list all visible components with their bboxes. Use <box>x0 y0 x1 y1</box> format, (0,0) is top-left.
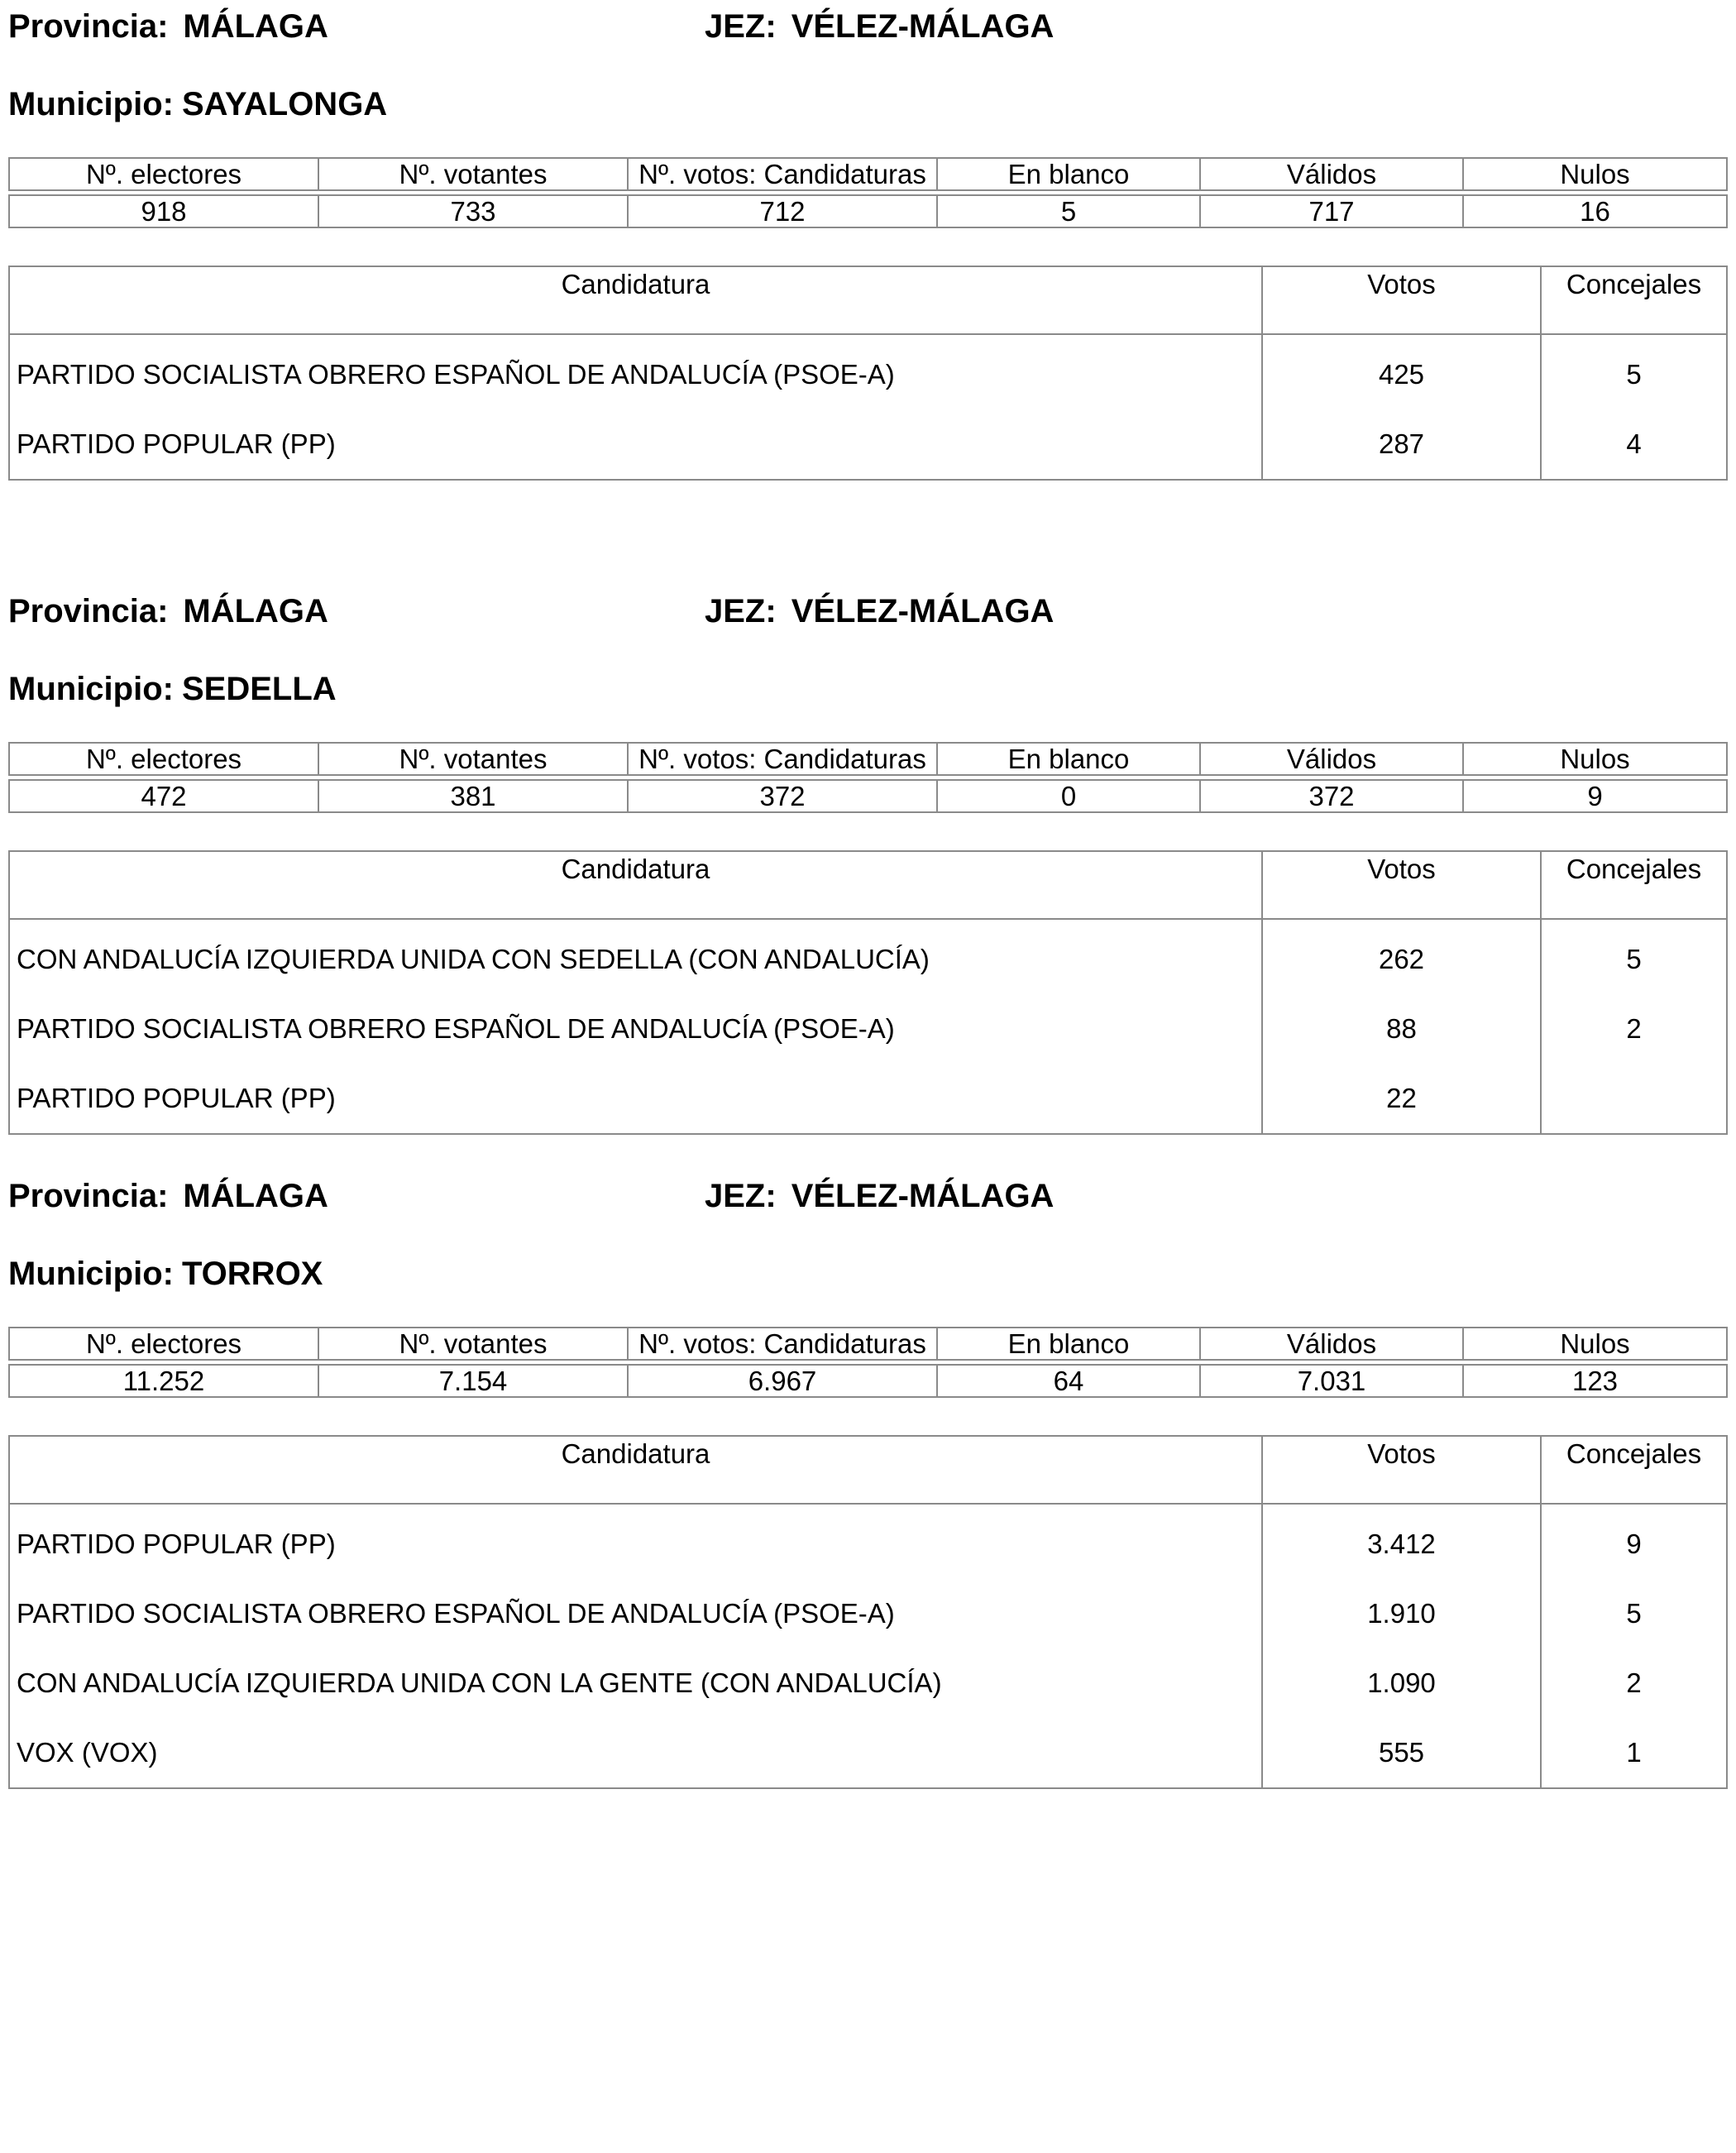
stats-header-cell: Nº. electores <box>9 743 318 775</box>
candidatura-header: Candidatura <box>9 851 1262 919</box>
votos-header: Votos <box>1262 851 1541 919</box>
candidaturas-header-row <box>9 266 1727 334</box>
concejales-value: 5 <box>1541 919 1727 994</box>
stats-value-cell: 717 <box>1200 195 1463 227</box>
candidatura-name: PARTIDO SOCIALISTA OBRERO ESPAÑOL DE ANDALUCÍA (PSOE-A) <box>9 1579 1262 1648</box>
stats-header-cell: Nº. votantes <box>318 158 628 190</box>
concejales-value: 4 <box>1541 409 1727 480</box>
votos-value: 3.412 <box>1262 1504 1541 1579</box>
jez-heading <box>705 591 1054 631</box>
municipio-label: Municipio: <box>8 1256 174 1292</box>
stats-value-cell: 918 <box>9 195 318 227</box>
candidatura-name: PARTIDO POPULAR (PP) <box>9 409 1262 480</box>
votos-value: 1.910 <box>1262 1579 1541 1648</box>
stats-value-cell: 7.154 <box>318 1365 628 1397</box>
stats-header-cell: Válidos <box>1200 158 1463 190</box>
stats-value-cell: 64 <box>937 1365 1200 1397</box>
votos-value: 262 <box>1262 919 1541 994</box>
stats-value-cell: 9 <box>1463 780 1727 812</box>
stats-table <box>8 742 1728 813</box>
concejales-header: Concejales <box>1541 851 1727 919</box>
table-row <box>9 919 1727 994</box>
provincia-value: MÁLAGA <box>183 8 328 45</box>
concejales-value: 5 <box>1541 334 1727 409</box>
provincia-value: MÁLAGA <box>183 593 328 629</box>
stats-value-cell: 7.031 <box>1200 1365 1463 1397</box>
stats-value-cell: 472 <box>9 780 318 812</box>
stats-header-cell: Válidos <box>1200 743 1463 775</box>
provincia-heading <box>8 1176 328 1216</box>
candidatura-name: VOX (VOX) <box>9 1718 1262 1788</box>
table-row <box>9 334 1727 409</box>
stats-value-cell: 381 <box>318 780 628 812</box>
votos-value: 88 <box>1262 994 1541 1064</box>
votos-value: 425 <box>1262 334 1541 409</box>
provincia-label: Provincia: <box>8 1178 169 1214</box>
table-row <box>9 994 1727 1064</box>
municipio-value: TORROX <box>181 1256 323 1292</box>
candidaturas-table <box>8 850 1728 1135</box>
stats-value-cell: 123 <box>1463 1365 1727 1397</box>
votos-value: 22 <box>1262 1064 1541 1134</box>
candidatura-name: CON ANDALUCÍA IZQUIERDA UNIDA CON SEDELLA (CON ANDALUCÍA) <box>9 919 1262 994</box>
candidatura-name: PARTIDO SOCIALISTA OBRERO ESPAÑOL DE ANDALUCÍA (PSOE-A) <box>9 994 1262 1064</box>
municipio-label: Municipio: <box>8 671 174 707</box>
votos-value: 555 <box>1262 1718 1541 1788</box>
stats-table <box>8 157 1728 228</box>
votos-value: 1.090 <box>1262 1648 1541 1718</box>
stats-header-cell: Válidos <box>1200 1328 1463 1360</box>
table-row <box>9 1064 1727 1134</box>
candidaturas-header-row <box>9 1436 1727 1504</box>
stats-header-cell: Nº. votantes <box>318 743 628 775</box>
stats-header-cell: Nulos <box>1463 1328 1727 1360</box>
stats-header-cell: Nº. electores <box>9 1328 318 1360</box>
concejales-header: Concejales <box>1541 266 1727 334</box>
table-row <box>9 1579 1727 1648</box>
jez-label: JEZ: <box>705 1178 777 1214</box>
stats-header-cell: Nº. electores <box>9 158 318 190</box>
stats-value-cell: 712 <box>628 195 937 227</box>
provincia-heading <box>8 7 328 46</box>
provincia-label: Provincia: <box>8 593 169 629</box>
jez-value: VÉLEZ-MÁLAGA <box>791 593 1055 629</box>
stats-value-cell: 6.967 <box>628 1365 937 1397</box>
votos-header: Votos <box>1262 1436 1541 1504</box>
stats-value-row <box>9 195 1727 227</box>
stats-header-cell: Nulos <box>1463 158 1727 190</box>
concejales-value: 9 <box>1541 1504 1727 1579</box>
provincia-label: Provincia: <box>8 8 169 45</box>
stats-header-cell: En blanco <box>937 1328 1200 1360</box>
jez-label: JEZ: <box>705 593 777 629</box>
jez-heading <box>705 7 1054 46</box>
stats-header-cell: En blanco <box>937 158 1200 190</box>
candidaturas-table <box>8 1435 1728 1789</box>
stats-value-row <box>9 780 1727 812</box>
stats-value-cell: 372 <box>628 780 937 812</box>
stats-table <box>8 1327 1728 1398</box>
table-row <box>9 1718 1727 1788</box>
stats-header-row <box>9 158 1727 190</box>
table-row <box>9 1648 1727 1718</box>
stats-value-row <box>9 1365 1727 1397</box>
stats-value-cell: 11.252 <box>9 1365 318 1397</box>
candidatura-name: CON ANDALUCÍA IZQUIERDA UNIDA CON LA GENTE (CON ANDALUCÍA) <box>9 1648 1262 1718</box>
table-row <box>9 1504 1727 1579</box>
concejales-value: 2 <box>1541 994 1727 1064</box>
municipio-label: Municipio: <box>8 86 174 122</box>
concejales-value: 5 <box>1541 1579 1727 1648</box>
candidaturas-header-row <box>9 851 1727 919</box>
concejales-value: 1 <box>1541 1718 1727 1788</box>
stats-header-cell: Nº. votos: Candidaturas <box>628 743 937 775</box>
municipio-value: SEDELLA <box>181 671 337 707</box>
municipio-value: SAYALONGA <box>181 86 388 122</box>
candidatura-header: Candidatura <box>9 266 1262 334</box>
concejales-value <box>1541 1064 1727 1134</box>
table-row <box>9 409 1727 480</box>
jez-heading <box>705 1176 1054 1216</box>
municipio-heading <box>8 84 387 124</box>
candidatura-name: PARTIDO SOCIALISTA OBRERO ESPAÑOL DE ANDALUCÍA (PSOE-A) <box>9 334 1262 409</box>
stats-header-row <box>9 743 1727 775</box>
jez-value: VÉLEZ-MÁLAGA <box>791 8 1055 45</box>
stats-value-cell: 733 <box>318 195 628 227</box>
stats-value-cell: 16 <box>1463 195 1727 227</box>
candidatura-header: Candidatura <box>9 1436 1262 1504</box>
stats-header-cell: Nº. votantes <box>318 1328 628 1360</box>
jez-value: VÉLEZ-MÁLAGA <box>791 1178 1055 1214</box>
jez-label: JEZ: <box>705 8 777 45</box>
votos-value: 287 <box>1262 409 1541 480</box>
stats-header-row <box>9 1328 1727 1360</box>
concejales-header: Concejales <box>1541 1436 1727 1504</box>
stats-value-cell: 372 <box>1200 780 1463 812</box>
stats-value-cell: 0 <box>937 780 1200 812</box>
concejales-value: 2 <box>1541 1648 1727 1718</box>
candidaturas-table <box>8 266 1728 481</box>
municipio-heading <box>8 669 337 709</box>
stats-value-cell: 5 <box>937 195 1200 227</box>
stats-header-cell: En blanco <box>937 743 1200 775</box>
provincia-value: MÁLAGA <box>183 1178 328 1214</box>
provincia-heading <box>8 591 328 631</box>
candidatura-name: PARTIDO POPULAR (PP) <box>9 1064 1262 1134</box>
municipio-heading <box>8 1254 323 1294</box>
stats-header-cell: Nulos <box>1463 743 1727 775</box>
votos-header: Votos <box>1262 266 1541 334</box>
candidatura-name: PARTIDO POPULAR (PP) <box>9 1504 1262 1579</box>
stats-header-cell: Nº. votos: Candidaturas <box>628 158 937 190</box>
stats-header-cell: Nº. votos: Candidaturas <box>628 1328 937 1360</box>
